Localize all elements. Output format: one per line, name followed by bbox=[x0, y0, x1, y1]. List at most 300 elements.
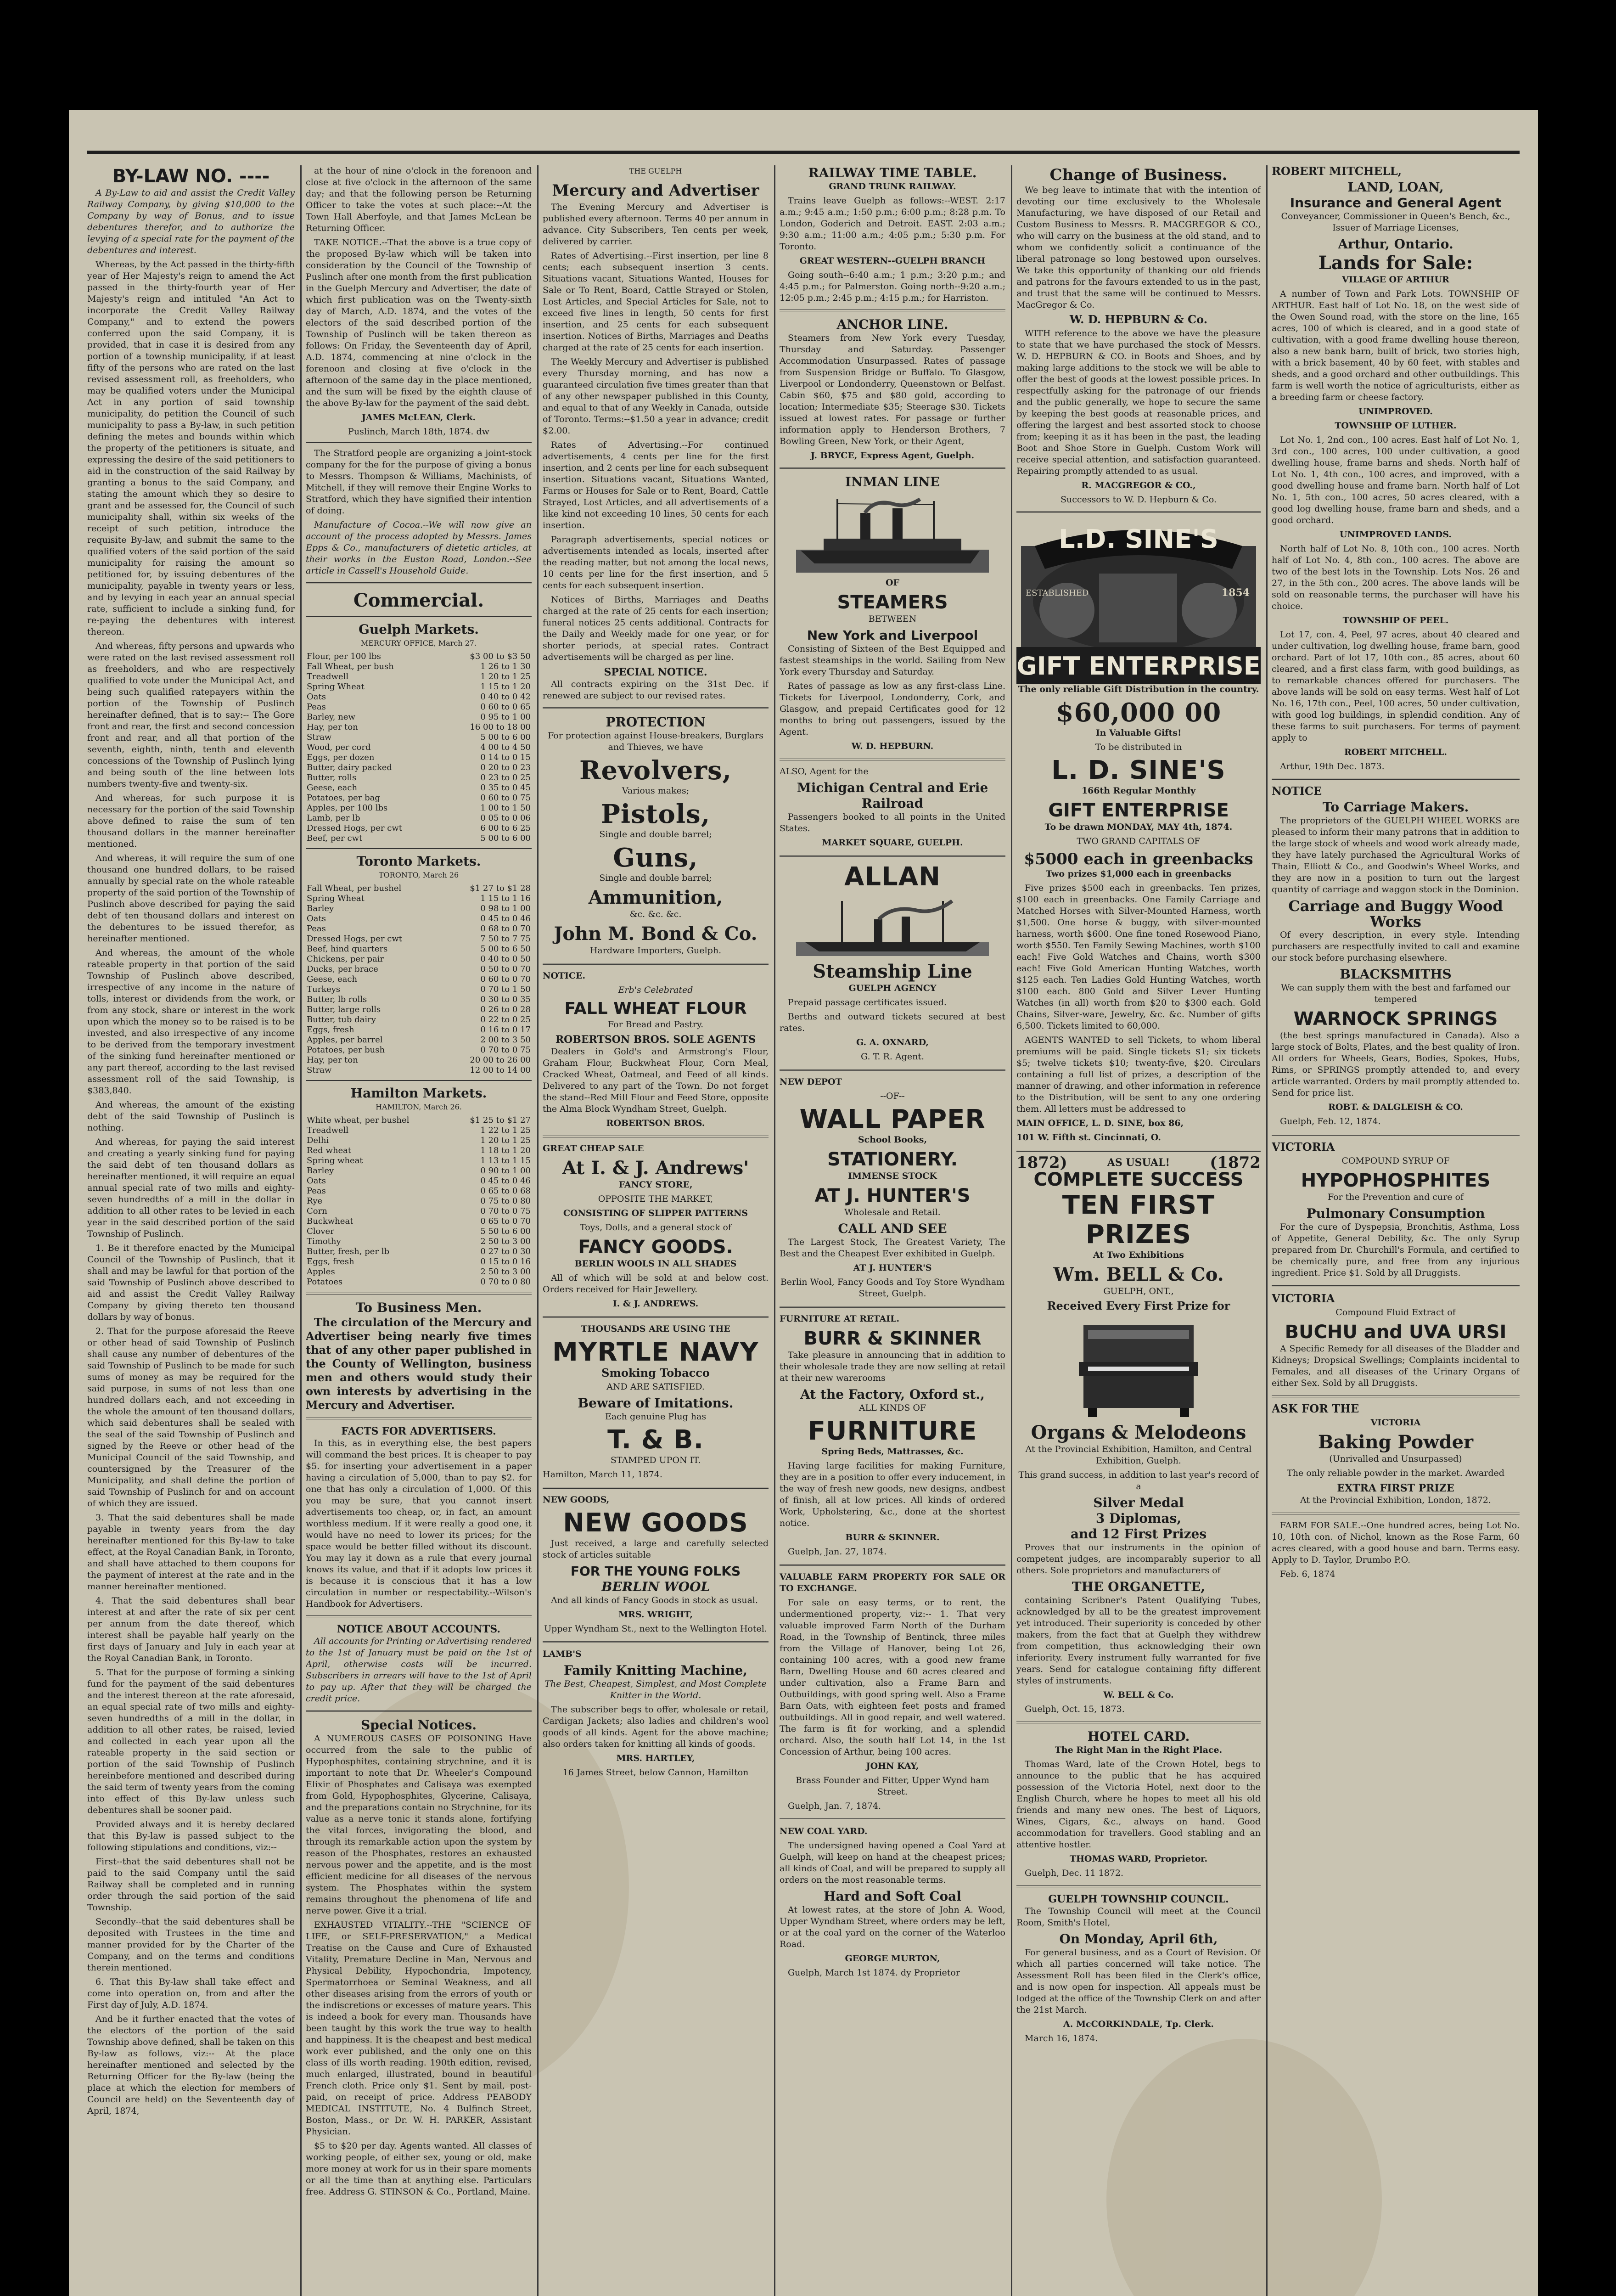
ad-subtext: Received Every First Prize for bbox=[1047, 1299, 1230, 1312]
market-item: Lamb, per lb bbox=[307, 813, 360, 823]
market-price: 1 18 to 1 20 bbox=[480, 1146, 531, 1155]
buggy-heading: Carriage and Buggy Wood Works bbox=[1288, 897, 1503, 930]
column-rule bbox=[1011, 165, 1012, 2296]
market-row bbox=[306, 1206, 532, 1216]
market-row bbox=[306, 682, 532, 692]
ad-heading: NEW DEPOT bbox=[780, 1077, 842, 1087]
bylaw-paragraph: And whereas, the amount of the whole rateable property in that portion of the said Township of Puslinch above described, irrespective of any income in the nature of tolls, interest or dividends from the work, or from any stock, share or interest in the work upon which the money so to be raised is to be invested, and also irrespective of any income to be derived from the temporary investment of the sinking fund hereinafter mentioned or any part thereof, according to the last revised assessment roll of the said Township, is $383,840. bbox=[87, 948, 295, 1096]
market-price: 0 60 to 0 75 bbox=[480, 793, 531, 803]
market-price: 0 60 to 0 65 bbox=[480, 702, 531, 712]
grand-trunk-times: Trains leave Guelph as follows:--WEST. 2:17 a.m.; 9:45 a.m.; 1:50 p.m.; 6:00 p.m.; 8:28 p.m. To London, Goderich and Detroit. EAST. 2:03 a.m.; 9:30 a.m.; 11:00 a.m.; 4:05 p.m.; 5:30 p.m. For Toronto. bbox=[780, 196, 1005, 252]
council-body: The Township Council will meet at the Council Room, Smith's Hotel, bbox=[1016, 1906, 1261, 1928]
market-row bbox=[306, 1186, 532, 1196]
protection-heading: PROTECTION bbox=[606, 715, 706, 730]
market-price: 0 30 to 0 35 bbox=[480, 995, 531, 1004]
established-year: 1854 bbox=[1221, 587, 1250, 599]
column-1 bbox=[87, 165, 295, 2296]
hotel-heading: HOTEL CARD. bbox=[1087, 1729, 1190, 1744]
ad-subtext: BERLIN WOOLS IN ALL SHADES bbox=[574, 1259, 737, 1269]
market-row bbox=[306, 934, 532, 944]
arthur-heading: Arthur, Ontario. bbox=[1338, 236, 1453, 252]
council-body: For general business, and as a Court of Revision. Of which all parties concerned will take notice. The Assessment Roll has been filed in the Clerk's office, and is now open for inspection. All appeals must be lodged at the office of the Township Clerk on and after the 21st March. bbox=[1016, 1947, 1261, 2015]
year-left: 1872) bbox=[1016, 1154, 1067, 1172]
market-row bbox=[306, 954, 532, 964]
young-folks-heading: FOR THE YOUNG FOLKS bbox=[570, 1564, 741, 1579]
ad-date: Arthur, 19th Dec. 1873. bbox=[1280, 761, 1385, 771]
market-row bbox=[306, 1227, 532, 1237]
terms-paragraph: Rates of Advertising.--For continued advertisements, 4 cents per line for the first insertion, and 2 cents per line for each subsequent insertion. Situations vacant, Situations Wanted, Farms or Houses for Sale or to Rent, Board, Cattle Strayed, Lost Articles, and all advertisements of a like kind not exceeding 10 lines, 50 cents for each insertion. bbox=[543, 440, 769, 530]
market-price: 0 22 to 0 25 bbox=[480, 1015, 531, 1024]
sine-name-heading: L. D. SINE'S bbox=[1051, 755, 1226, 785]
ad-heading: VICTORIA bbox=[1272, 1140, 1335, 1154]
facts-body: In this, as in everything else, the best papers will command the best prices. It is cheaper to pay $5. for inserting your advertisement in a paper having a circulation of 5,000, than to pay $2. for one that has only a circulation of 1,000. Of this you may be sure, that you cannot insert advertisements too cheap, or, in fact, an amount worthless medium. If it were really a good one, it would have no need to lower its prices; for the space would be better filled without its discount. You may lay it down as a rule that every journal knows its value, and that if it adopts low prices it is because it is conscious that it has a low circulation in number or respectability.--Wilson's Handbook for Advertisers. bbox=[306, 1438, 532, 1609]
ad-subtext: &c. &c. &c. bbox=[629, 909, 682, 919]
hartley-signature: MRS. HARTLEY, bbox=[616, 1753, 695, 1763]
ad-subtext: CONSISTING OF SLIPPER PATTERNS bbox=[563, 1208, 748, 1218]
market-row bbox=[306, 672, 532, 682]
market-price: 1 15 to 1 20 bbox=[480, 682, 531, 692]
market-price: 0 40 to 0 42 bbox=[480, 692, 531, 702]
cocoa-item: Manufacture of Cocoa.--We will now give an account of the process adopted by Messrs. James Epps & Co., manufacturers of dietetic articles, at their works in the Euston Road, London.--See article in Cassell's Household Guide. bbox=[306, 520, 532, 576]
bond-hardware-ad bbox=[543, 715, 769, 957]
market-row bbox=[306, 1115, 532, 1125]
market-item: Oats bbox=[307, 692, 326, 702]
clerk-date: Puslinch, March 18th, 1874. dw bbox=[348, 427, 489, 437]
market-item: Eggs, fresh bbox=[307, 1257, 354, 1266]
land-listing: Lot 17, con. 4, Peel, 97 acres, about 40 cleared and under cultivation, log dwelling house, frame barn, good orchard. Part of lot 17, 10th con., 85 acres, about 60 cleared, and a first class farm, with good buildings, as to remarkable chances offered for purchasers. The above lands will be sold on easy terms. West half of Lot No. 16, 17th con., Peel, 100 acres, 50 under cultivation, with good log buildings, in splendid condition. Any of these farms to suit purchasers. For terms of payment apply to bbox=[1272, 630, 1520, 743]
burr-body: Having large facilities for making Furniture, they are in a position to offer every inducement, in the way of fresh new goods, new designs, andbest of finish, all at low prices. All kinds of ordered Work, Upholstering, &c., done at the shortest notice. bbox=[780, 1461, 1005, 1528]
wright-body: Just received, a large and carefully selected stock of articles suitable bbox=[543, 1538, 769, 1560]
market-item: Barley, new bbox=[307, 712, 355, 722]
change-business-heading: Change of Business. bbox=[1049, 166, 1228, 184]
ad-heading: VALUABLE FARM PROPERTY FOR SALE OR TO EXCHANGE. bbox=[780, 1572, 1005, 1593]
land-listing: A number of Town and Park Lots. TOWNSHIP OF ARTHUR. East half of Lot No. 18, on the west side of the Owen Sound road, with the store on the line, 165 acres, 100 of which is cleared, and in a good state of cultivation, with a good frame dwelling house thereon, also a new bank barn, built of brick, two stories high, with a brick basement, 40 by 60 feet, with stables and sheds, and a good orchard and other outbuildings. This farm is well worth the notice of agriculturists, either as a breeding farm or cheese factory. bbox=[1272, 289, 1520, 402]
market-item: Geese, each bbox=[307, 783, 358, 793]
guns-heading: Guns, bbox=[613, 843, 698, 873]
burr-skinner-ad bbox=[780, 1313, 1005, 1558]
bell-body: Proves that our instruments in the opinion of competent judges, are incomparably superior to all others. Sole proprietors and manufacturers of bbox=[1016, 1542, 1261, 1576]
market-row bbox=[306, 732, 532, 743]
bylaw-paragraph: First--that the said debentures shall not be paid to the said Company until the said Railway shall be completed and in running order through the said portion of the said Township. bbox=[87, 1857, 295, 1913]
market-price: $3 00 to $3 50 bbox=[470, 652, 531, 661]
bylaw-paragraph: And whereas, fifty persons and upwards who were rated on the last revised assessment roll as freeholders, and who are respectively qualified to vote under the Municipal Act, and being such qualified ratepayers within the portion of the Township of Puslinch hereinafter defined, that is to say:-- The Gore front and rear, the first and second concession front and rear, and all that portion of the seventh, eighth, ninth, tenth and eleventh concessions of the Township of Puslinch lying and being south of the line between lots numbers twenty-five and twenty-six. bbox=[87, 641, 295, 789]
ad-subtext: For protection against House-breakers, Burglars and Thieves, we have bbox=[548, 731, 763, 752]
factory-heading: At the Factory, Oxford st., bbox=[800, 1387, 985, 1402]
hartley-address: 16 James Street, below Cannon, Hamilton bbox=[562, 1767, 749, 1778]
clerk-signature: JAMES McLEAN, Clerk. bbox=[361, 412, 476, 422]
ad-subtext: The Best, Cheapest, Simplest, and Most Complete Knitter in the World. bbox=[544, 1679, 767, 1700]
extra-prize-heading: EXTRA FIRST PRIZE bbox=[1337, 1482, 1454, 1494]
market-item: Flour, per 100 lbs bbox=[307, 652, 381, 661]
ad-subtext: At Two Exhibitions bbox=[1093, 1250, 1184, 1260]
prize-list: Five prizes $500 each in greenbacks. Ten prizes, $100 each in greenbacks. One Family Carriage and Matched Horses with Silver-Mounted Harness, worth $1,500. One horse & buggy, with silver-mounted harness, worth $600. One fine toned Rosewood Piano, worth $550. Ten Family Sewing Machines, worth $100 each! Five Gold Watches and Chains, worth $300 each! Five Gold American Hunting Watches, worth $125 each. Ten Ladies Gold Hunting Watches, worth $100 each. 800 Gold and Silver Lever Hunting Watches (in all) worth from $20 to $300 each. Gold Chains, Silver-ware, Jewelry, &c. &c. Number of gifts 6,500. Tickets limited to 60,000. bbox=[1016, 883, 1261, 1031]
ad-subtext: Single and double barrel; bbox=[599, 873, 712, 883]
ad-date: Hamilton, March 11, 1874. bbox=[543, 1469, 662, 1480]
bylaw-paragraph: Secondly--that the said debentures shall be deposited with Trustees in the time and manner provided for by the Charter of the Company, and on the terms and conditions therein mentioned. bbox=[87, 1917, 295, 1973]
market-price: 1 22 to 1 25 bbox=[480, 1125, 531, 1135]
market-row bbox=[306, 662, 532, 672]
market-item: Dressed Hogs, per cwt bbox=[307, 823, 403, 833]
market-price: 2 50 to 3 00 bbox=[480, 1267, 531, 1277]
terms-paragraph: The Evening Mercury and Advertiser is published every afternoon. Terms 40 per annum in advance. City Subscribers, Ten cents per week, delivered by carrier. bbox=[543, 202, 769, 247]
column-rule bbox=[300, 165, 302, 2296]
market-row bbox=[306, 904, 532, 914]
ad-subtext: Compound Fluid Extract of bbox=[1335, 1307, 1456, 1317]
market-price: 1 00 to 1 50 bbox=[480, 803, 531, 813]
prize-amount: $60,000 00 bbox=[1055, 698, 1222, 728]
michigan-ad bbox=[780, 766, 1005, 849]
market-item: Peas bbox=[307, 702, 326, 712]
market-item: Barley bbox=[307, 904, 334, 913]
market-price: 0 40 to 0 50 bbox=[480, 954, 531, 964]
ad-subtext: VILLAGE OF ARTHUR bbox=[1342, 275, 1449, 285]
ad-date: Feb. 6, 1874 bbox=[1280, 1569, 1335, 1579]
accounts-body: All accounts for Printing or Advertising rendered to the 1st of January must be paid on the 1st of April, otherwise costs will be incurred. Subscribers in arrears will have to the 1st of April to pay up. After that they will be charged the credit price. bbox=[306, 1636, 532, 1704]
column-rule bbox=[1266, 165, 1268, 2296]
market-price: 0 70 to 0 75 bbox=[480, 1045, 531, 1055]
allan-line-ad bbox=[780, 862, 1005, 1063]
market-price: 0 20 to 0 23 bbox=[480, 763, 531, 772]
bylaw-intro: A By-Law to aid and assist the Credit Valley Railway Company, by giving $10,000 to the Company by way of Bonus, and to issue debentures therefor, and to authorize the levying of a special rate for the payment of the debentures and interest. bbox=[87, 188, 295, 255]
hunter-ad bbox=[780, 1076, 1005, 1300]
market-price: 1 20 to 1 25 bbox=[480, 1136, 531, 1145]
toronto-markets-date: TORONTO, March 26 bbox=[378, 871, 459, 879]
andrews-ad bbox=[543, 1143, 769, 1310]
burr-signature: BURR & SKINNER. bbox=[845, 1532, 940, 1542]
robertson-body: Dealers in Gold's and Armstrong's Flour, Graham Flour, Buckwheat Flour, Corn Meal, Cracked Wheat, Oatmeal, and Feed of all kinds. Delivered to any part of the Town. Do not forget the stand--Red Mill Flour and Feed Store, opposite the Alma Block Wyndham Street, Guelph. bbox=[543, 1047, 769, 1114]
market-row bbox=[306, 712, 532, 722]
bylaw-paragraph: And whereas, it will require the sum of one thousand one hundred dollars, to be raised annually by special rate on the whole rateable property of the said portion of the Township of Puslinch above described for paying the said debt of ten thousand dollars and interest on the debentures to be issued therefor, as hereinafter mentioned. bbox=[87, 853, 295, 944]
bylaw-paragraph: 4. That the said debentures shall bear interest at and after the rate of six per cent per annum from the date thereof, which interest shall be payable half yearly on the first days of January and July in each year at the Royal Canadian Bank, in Toronto. bbox=[87, 1596, 295, 1663]
organette-heading: THE ORGANETTE, bbox=[1072, 1579, 1206, 1594]
market-item: Hay, per ton bbox=[307, 722, 358, 732]
wheel-works-body: The proprietors of the GUELPH WHEEL WORKS are pleased to inform their many patrons that in addition to the large stock of wheels and wood work already made, they have lately purchased the Agricultural Works of Thain, Elliott & Co., and Goodwin's Wheel Works, and they are now in a position to turn out the largest quantity of carriage and waggon stock in the Dominion. bbox=[1272, 816, 1520, 895]
market-item: Butter, rolls bbox=[307, 773, 357, 782]
market-item: Peas bbox=[307, 1186, 326, 1196]
bylaw-paragraph: Provided always and it is hereby declared that this By-law is passed subject to the following stipulations and conditions, viz:-- bbox=[87, 1819, 295, 1852]
bell-body: containing Scribner's Patent Qualifying Tubes, acknowledged by all to be the greatest improvement yet introduced. Their superiority is conceded by other makers, from the fact that at Guelph they withdrew from competition, thus acknowledging their own inferiority. Every instrument fully warranted for five years. Send for catalogue containing fifty different styles of instruments. bbox=[1016, 1595, 1261, 1686]
twelve-prizes-heading: and 12 First Prizes bbox=[1070, 1526, 1207, 1542]
hypophosphites-body: For the cure of Dyspepsia, Bronchitis, Asthma, Loss of Appetite, General Debility, &c. The only Syrup prepared from Dr. Churchill's Formula, and certified to be chemically pure, and free from any injurious ingredient. Price $1. Sold by all Druggists. bbox=[1272, 1222, 1520, 1278]
andrews-heading: At I. & J. Andrews' bbox=[562, 1157, 749, 1179]
wheel-works-body: (the best springs manufactured in Canada). Also a large stock of Bolts, Plates, and the best quality of Iron. All orders for Wheels, Gears, Bodies, Spokes, Hubs, Rims, or SPRINGS promptly attended to, and every article warranted. Orders by mail promptly attended to. Send for price list. bbox=[1272, 1030, 1520, 1098]
ad-subtext: FANCY STORE, bbox=[618, 1180, 693, 1190]
market-price: 0 50 to 0 70 bbox=[480, 964, 531, 974]
ad-subtext: TOWNSHIP OF LUTHER. bbox=[1335, 421, 1457, 431]
sine-banner-text: L.D. SINE'S bbox=[1059, 524, 1218, 554]
column-4 bbox=[780, 165, 1005, 2296]
market-row bbox=[306, 1237, 532, 1247]
accounts-heading: NOTICE ABOUT ACCOUNTS. bbox=[337, 1623, 500, 1635]
market-price: 1 13 to 1 15 bbox=[480, 1156, 531, 1165]
market-row bbox=[306, 773, 532, 783]
ad-date: March 16, 1874. bbox=[1025, 2033, 1098, 2043]
market-item: Butter, dairy packed bbox=[307, 763, 392, 772]
market-price: 0 16 to 0 17 bbox=[480, 1025, 531, 1035]
market-row bbox=[306, 944, 532, 954]
market-row bbox=[306, 1156, 532, 1166]
ad-subtext: (Unrivalled and Unsurpassed) bbox=[1329, 1454, 1462, 1464]
guelph-markets-table bbox=[306, 652, 532, 844]
market-price: 0 23 to 0 25 bbox=[480, 773, 531, 782]
ad-subtext: Spring Beds, Mattrasses, &c. bbox=[821, 1446, 964, 1457]
burr-body: Take pleasure in announcing that in addition to their wholesale trade they are now selling at retail at their new warerooms bbox=[780, 1350, 1005, 1383]
steamship-engraving bbox=[796, 896, 989, 956]
market-price: $1 27 to $1 28 bbox=[470, 884, 531, 893]
hunter-body: The Largest Stock, The Greatest Variety, The Best and the Cheapest Ever exhibited in Guelph. bbox=[780, 1237, 1005, 1259]
market-item: Dressed Hogs, per cwt bbox=[307, 934, 403, 944]
ad-subtext: STAMPED UPON IT. bbox=[610, 1455, 701, 1465]
capital-prize-heading: $5000 each in greenbacks bbox=[1024, 850, 1253, 868]
stratford-item: The Stratford people are organizing a joint-stock company for the for the purpose of giving a bonus to Messrs. Thompson & Williams, Machinists, of Mitchell, if they will remove their Engine Works to Stratford, which they have signified their intention of doing. bbox=[306, 448, 532, 516]
furniture-heading: FURNITURE bbox=[808, 1416, 977, 1446]
inman-body: Rates of passage as low as any first-class Line. Tickets for Liverpool, Londonderry, Cork, and Glasgow, and prepaid Certificates good for 12 months to bring out passengers, issued by the Agent. bbox=[780, 681, 1005, 737]
business-men-body: The circulation of the Mercury and Advertiser being nearly five times that of any other paper published in the County of Wellington, business men and others would study their own interests by advertising in the Mercury and Advertiser. bbox=[306, 1316, 532, 1412]
market-price: 0 35 to 0 45 bbox=[480, 783, 531, 793]
hunter-signature: AT J. HUNTER'S bbox=[853, 1263, 932, 1273]
bond-name: John M. Bond & Co. bbox=[554, 923, 758, 945]
insurance-heading: Insurance and General Agent bbox=[1290, 195, 1502, 210]
ad-subtext: VICTORIA bbox=[1370, 1418, 1421, 1428]
ad-subtext: UNIMPROVED LANDS. bbox=[1339, 529, 1452, 540]
market-row bbox=[306, 974, 532, 985]
sine-engraving bbox=[1016, 518, 1261, 684]
market-row bbox=[306, 1146, 532, 1156]
bylaw-paragraph: And whereas, for such purpose it is necessary for the portion of the said Township above defined to raise the sum of ten thousand dollars in the manner hereinafter mentioned. bbox=[87, 793, 295, 849]
market-row bbox=[306, 823, 532, 833]
ad-subtext: In Valuable Gifts! bbox=[1095, 728, 1182, 738]
baking-powder-heading: Baking Powder bbox=[1318, 1431, 1474, 1453]
market-price: 2 50 to 3 00 bbox=[480, 1237, 531, 1246]
council-date-heading: On Monday, April 6th, bbox=[1059, 1931, 1218, 1947]
ad-heading: VICTORIA bbox=[1272, 1292, 1335, 1305]
market-item: Ducks, per brace bbox=[307, 964, 378, 974]
dalgleish-signature: ROBT. & DALGLEISH & CO. bbox=[1328, 1102, 1463, 1112]
guelph-markets-heading: Guelph Markets. bbox=[359, 622, 479, 637]
special-notice: A NUMEROUS CASES OF POISONING Have occurred from the sale to the public of Hypophosphites, containing strychnine, and it is important to note that Dr. Wheeler's Compound Elixir of Phosphates and Calisaya was exempted from Gold, Hypophosphites, Glycerine, Calisaya, and the preparations contain no Strychnine, for its value as a nerve tonic it stands alone, fortifying the vital forces, invigorating the blood, and through its remarkable action upon the system by reason of the Phosphates, restores an exhausted nervous power and the appetite, and is the most efficient medicine for all diseases of the nervous system. The Phosphates within the system remains throughout the phenomena of life and nerve power. Give it a trial. bbox=[306, 1733, 532, 1916]
market-price: 7 50 to 7 75 bbox=[480, 934, 531, 944]
council-heading: GUELPH TOWNSHIP COUNCIL. bbox=[1048, 1893, 1229, 1905]
farm-address: Brass Founder and Fitter, Upper Wynd ham Street. bbox=[796, 1775, 989, 1797]
market-row bbox=[306, 1055, 532, 1065]
market-item: Wood, per cord bbox=[307, 743, 371, 752]
ad-subtext: To be drawn MONDAY, MAY 4th, 1874. bbox=[1044, 822, 1233, 832]
andrews-body: All of which will be sold at and below cost. Orders received for Hair Jewellery. bbox=[543, 1273, 769, 1294]
wheel-works-body: Of every description, in every style. Intending purchasers are respectfully invited to call and examine our stock before purchasing elsewhere. bbox=[1272, 930, 1520, 963]
market-item: Treadwell bbox=[307, 1125, 349, 1135]
macgregor-signature: R. MACGREGOR & CO., bbox=[1081, 480, 1196, 490]
market-price: 0 75 to 0 80 bbox=[480, 1196, 531, 1206]
market-price: 0 98 to 1 00 bbox=[480, 904, 531, 913]
market-row bbox=[306, 1216, 532, 1227]
market-row bbox=[306, 1136, 532, 1146]
market-item: Butter, tub dairy bbox=[307, 1015, 376, 1024]
market-row bbox=[306, 1257, 532, 1267]
ad-subtext: We can supply them with the best and farfamed our tempered bbox=[1281, 983, 1510, 1004]
change-business-body: We beg leave to intimate that with the intention of devoting our time exclusively to the Wholesale Manufacturing, we have disposed of our Retail and Custom Business to Messrs. R. MACGREGOR & CO., who will carry on the business at the old stand, and to whom we confidently solicit a continuance of the liberal patronage so long bestowed upon ourselves. We take this opportunity of thanking our old friends and patrons for the favours extended to us in the past, and trust that the same will be continued to Messrs. MacGregor & Co. bbox=[1016, 185, 1261, 310]
market-item: Spring wheat bbox=[307, 1156, 363, 1165]
market-item: Turkeys bbox=[307, 985, 341, 994]
ad-subtext: Successors to W. D. Hepburn & Co. bbox=[1060, 495, 1217, 505]
market-item: Treadwell bbox=[307, 672, 349, 681]
market-price: 0 26 to 0 28 bbox=[480, 1005, 531, 1014]
andrews-signature: I. & J. ANDREWS. bbox=[612, 1299, 699, 1309]
market-row bbox=[306, 1247, 532, 1257]
ad-subtext: For Bread and Pastry. bbox=[607, 1019, 704, 1030]
market-item: Delhi bbox=[307, 1136, 329, 1145]
market-row bbox=[306, 1025, 532, 1035]
market-item: Straw bbox=[307, 1065, 332, 1075]
wheel-works-ad bbox=[1272, 785, 1520, 1127]
market-row bbox=[306, 1035, 532, 1045]
market-row bbox=[306, 702, 532, 712]
clerk-signature: A. McCORKINDALE, Tp. Clerk. bbox=[1063, 2019, 1214, 2029]
complete-success-heading: COMPLETE SUCCESS bbox=[1033, 1169, 1244, 1190]
ammunition-heading: Ammunition, bbox=[588, 887, 723, 908]
ad-subtext: BETWEEN bbox=[868, 614, 917, 624]
wright-signature: MRS. WRIGHT, bbox=[618, 1609, 693, 1620]
market-item: Apples, per 100 lbs bbox=[307, 803, 388, 813]
market-price: 0 27 to 0 30 bbox=[480, 1247, 531, 1256]
market-item: Potatoes bbox=[307, 1277, 343, 1287]
column-3 bbox=[543, 165, 769, 2296]
land-listing: North half of Lot No. 8, 10th con., 100 acres. North half of Lot No. 4, 8th con., 100 acres. The above are two of the best lots in the Township. Lots Nos. 26 and 27, in the 5th con., 200 acres. The above lands will be sold on reasonable terms, the purchaser will have his choice. bbox=[1272, 544, 1520, 611]
guelph-markets-date: MERCURY OFFICE, March 27. bbox=[360, 639, 477, 647]
market-item: Eggs, per dozen bbox=[307, 753, 375, 762]
special-notice: $5 to $20 per day. Agents wanted. All classes of working people, of either sex, young or old, make more money at work for us in their spare moments or all the time than at anything else. Particulars free. Address G. STINSON & Co., Portland, Maine. bbox=[306, 2141, 532, 2197]
market-item: Spring Wheat bbox=[307, 682, 365, 692]
special-notice: EXHAUSTED VITALITY.--THE "SCIENCE OF LIFE, or SELF-PRESERVATION," a Medical Treatise on the Cause and Cure of Exhausted Vitality, Premature Decline in Man, Nervous and Physical Debility, Hypochondria, Impotency, Spermatorrhoea or Seminal Weakness, and all other diseases arising from the errors of youth or the indiscretions or excesses of mature years. This is indeed a book for every man. Thousands have been taught by this work the true way to health and happiness. It is the cheapest and best medical work ever published, and the only one on this class of ills worth reading. 190th edition, revised, much enlarged, illustrated, bound in beautiful French cloth. Price only $1. Sent by mail, post-paid, on receipt of price. Address PEABODY MEDICAL INSTITUTE, No. 4 Bulfinch Street, Boston, Mass., or Dr. W. H. PARKER, Assistant Physician. bbox=[306, 1920, 532, 2137]
market-item: Hay, per ton bbox=[307, 1055, 358, 1065]
market-row bbox=[306, 753, 532, 763]
bylaw-paragraph: 5. That for the purpose of forming a sinking fund for the payment of the said debentures and the interest thereon at the rate aforesaid, an equal special rate of two mills and eighty-seven hundredths of a mill in the dollar, in addition to all other rates, be raised, levied and collected in each year upon all the rateable property in the said section or portion of the said Township of Puslinch hereinbefore mentioned and described during the said term of twenty years from the coming into effect of this By-law unless such debentures shall be sooner paid. bbox=[87, 1667, 295, 1815]
market-price: 0 15 to 0 16 bbox=[480, 1257, 531, 1266]
gift-enterprise-banner: GIFT ENTERPRISE bbox=[1016, 652, 1261, 681]
bell-signature: W. BELL & Co. bbox=[1103, 1690, 1174, 1700]
pulmonary-heading: Pulmonary Consumption bbox=[1306, 1206, 1485, 1221]
market-item: Beef, per cwt bbox=[307, 833, 363, 843]
market-row bbox=[306, 743, 532, 753]
ad-subtext: G. T. R. Agent. bbox=[861, 1052, 924, 1062]
notice-heading: NOTICE. bbox=[543, 971, 586, 981]
allan-body: Prepaid passage certificates issued. bbox=[788, 997, 947, 1007]
farm-signature: JOHN KAY, bbox=[866, 1761, 919, 1771]
column-6 bbox=[1272, 165, 1520, 2296]
ad-heading: LAMB'S bbox=[543, 1649, 582, 1659]
masthead-title: Mercury and Advertiser bbox=[552, 181, 759, 200]
great-western-times: Going south--6:40 a.m.; 1 p.m.; 3:20 p.m.; and 4:45 p.m.; for Palmerston. Going north--9:20 a.m.; 12:05 p.m.; 2:45 p.m.; 4:15 p.m.; for Harriston. bbox=[780, 270, 1005, 303]
market-price: 0 65 to 0 70 bbox=[480, 1216, 531, 1226]
market-row bbox=[306, 894, 532, 904]
new-goods-heading: NEW GOODS bbox=[563, 1508, 748, 1538]
ad-subtext: Various makes; bbox=[622, 786, 690, 796]
market-row bbox=[306, 1196, 532, 1206]
market-item: Buckwheat bbox=[307, 1216, 354, 1226]
market-row bbox=[306, 1277, 532, 1287]
inman-heading: INMAN LINE bbox=[845, 474, 940, 490]
revolvers-heading: Revolvers, bbox=[579, 755, 732, 786]
market-item: Potatoes, per bag bbox=[307, 793, 380, 803]
sine-address: 101 W. Fifth st. Cincinnati, O. bbox=[1016, 1132, 1161, 1142]
market-price: 5 00 to 6 00 bbox=[480, 833, 531, 843]
ad-heading: NOTICE bbox=[1272, 784, 1322, 798]
allan-body: Berths and outward tickets secured at best rates. bbox=[780, 1012, 1005, 1033]
market-price: 20 00 to 26 00 bbox=[470, 1055, 531, 1065]
knitting-ad bbox=[543, 1649, 769, 1778]
knitting-heading: Family Knitting Machine, bbox=[563, 1663, 748, 1678]
ad-subtext: Smoking Tobacco bbox=[601, 1366, 710, 1379]
market-item: Peas bbox=[307, 924, 326, 934]
market-price: 0 70 to 0 80 bbox=[480, 1277, 531, 1287]
market-row bbox=[306, 692, 532, 702]
oxnard-signature: G. A. OXNARD, bbox=[856, 1037, 929, 1047]
inman-body: Consisting of Sixteen of the Best Equipped and fastest steamships in the world. Sailing from New York every Thursday and Saturday. bbox=[780, 644, 1005, 677]
ten-first-prizes-heading: TEN FIRST PRIZES bbox=[1062, 1190, 1215, 1249]
ad-date: Guelph, Feb. 12, 1874. bbox=[1280, 1116, 1381, 1126]
robertson-heading: ROBERTSON BROS. SOLE AGENTS bbox=[555, 1034, 756, 1046]
market-row bbox=[306, 1125, 532, 1136]
ad-subtext: At the Provincial Exhibition, Hamilton, and Central Exhibition, Guelph. bbox=[1025, 1444, 1252, 1466]
pistols-heading: Pistols, bbox=[600, 799, 711, 829]
anchor-line-body: Steamers from New York every Tuesday, Thursday and Saturday. Passenger Accommodation Unsurpassed. Rates of passage from Suspension Bridge or Buffalo. To Glasgow, Liverpool or Londonderry, Queenstown or Belfast. Cabin $60, $75 and $80 gold, according to location; Intermediate $35; Steerage $30. Tickets issued at lowest rates. For passage or further information apply to Henderson Brothers, 7 Bowling Green, New York, or their Agent, bbox=[780, 333, 1005, 446]
terms-paragraph: Notices of Births, Marriages and Deaths charged at the rate of 25 cents for each insertion; funeral notices 25 cents additional. Contracts for the Daily and Weekly made for one year, or for shorter periods, at special rates. Contract advertisements will be charged as per line. bbox=[543, 595, 769, 662]
hypophosphites-heading: HYPOPHOSPHITES bbox=[1301, 1170, 1491, 1191]
market-item: Potatoes, per bush bbox=[307, 1045, 385, 1055]
mitchell-name: ROBERT MITCHELL, bbox=[1272, 165, 1402, 178]
market-item: Timothy bbox=[307, 1237, 341, 1246]
year-right: (1872 bbox=[1210, 1154, 1261, 1172]
ad-subtext: 166th Regular Monthly bbox=[1081, 786, 1196, 796]
market-row bbox=[306, 884, 532, 894]
sine-address: MAIN OFFICE, L. D. SINE, box 86, bbox=[1016, 1118, 1184, 1128]
ad-subtext: Erb's Celebrated bbox=[618, 985, 693, 995]
market-row bbox=[306, 914, 532, 924]
inman-line-ad bbox=[780, 474, 1005, 752]
column-rule bbox=[774, 165, 775, 2296]
masthead-small: THE GUELPH bbox=[629, 167, 682, 175]
ad-subtext: GRAND TRUNK RAILWAY. bbox=[829, 181, 956, 191]
farm-ad bbox=[780, 1571, 1005, 1812]
bylaw-paragraph: 6. That this By-law shall take effect and come into operation on, from and after the First day of July, A.D. 1874. bbox=[87, 1977, 295, 2010]
lands-for-sale-heading: Lands for Sale: bbox=[1318, 252, 1473, 274]
market-price: 1 26 to 1 30 bbox=[480, 662, 531, 671]
land-loan-heading: LAND, LOAN, bbox=[1347, 180, 1444, 195]
market-price: 16 00 to 18 00 bbox=[470, 722, 531, 732]
market-row bbox=[306, 793, 532, 803]
market-item: Geese, each bbox=[307, 974, 358, 984]
facts-heading: FACTS FOR ADVERTISERS. bbox=[341, 1425, 496, 1437]
bell-organ-ad bbox=[1016, 1154, 1261, 1715]
column-5 bbox=[1016, 165, 1261, 2296]
market-price: 0 05 to 0 06 bbox=[480, 813, 531, 823]
coal-heading: Hard and Soft Coal bbox=[824, 1889, 961, 1904]
ad-subtext: COMPOUND SYRUP OF bbox=[1341, 1156, 1450, 1166]
ad-subtext: TWO GRAND CAPITALS OF bbox=[1077, 836, 1201, 846]
market-price: 12 00 to 14 00 bbox=[470, 1065, 531, 1075]
ad-subtext: This grand success, in addition to last year's record of a bbox=[1018, 1470, 1259, 1491]
farm-body: For sale on easy terms, or to rent, the undermentioned property, viz:-- 1. That very valuable improved Farm North of the Durham Road, in the Township of Bentinck, three miles from the Village of Hanover, being Lot 26, containing 100 acres, with a good new frame Barn, Dwelling House and 60 acres cleared and under cultivation, also a Frame Barn and Outbuildings, with good spring well. Also a Frame Barn Oats, with eighteen feet posts and framed outbuildings. All in good repair, and well watered. The farm is fit for working, and a splendid orchard. Also, the south half Lot 14, in the 1st Concession of Arthur, being 100 acres. bbox=[780, 1598, 1005, 1757]
coal-body: At lowest rates, at the store of John A. Wood, Upper Wyndham Street, where orders may be left, or at the coal yard on the corner of the Waterloo Road. bbox=[780, 1905, 1005, 1949]
market-price: 5 00 to 6 00 bbox=[480, 732, 531, 742]
hamilton-markets-date: HAMILTON, March 26. bbox=[376, 1103, 462, 1111]
ad-heading: NEW GOODS, bbox=[543, 1495, 610, 1505]
council-ad bbox=[1016, 1893, 1261, 2044]
fancy-goods-heading: FANCY GOODS. bbox=[578, 1237, 733, 1258]
ad-heading: FURNITURE AT RETAIL. bbox=[780, 1314, 900, 1324]
carriage-makers-heading: To Carriage Makers. bbox=[1322, 799, 1469, 815]
robertson-signature: ROBERTSON BROS. bbox=[606, 1118, 705, 1128]
agents-body: AGENTS WANTED to sell Tickets, to whom liberal premiums will be paid. Single tickets $1; six tickets $5; twelve tickets $10; twenty-five, $20. Circulars containing a full list of prizes, a description of the manner of drawing, and other information in reference to the Distribution, will be sent to any one ordering them. All letters must be addressed to bbox=[1016, 1035, 1261, 1114]
